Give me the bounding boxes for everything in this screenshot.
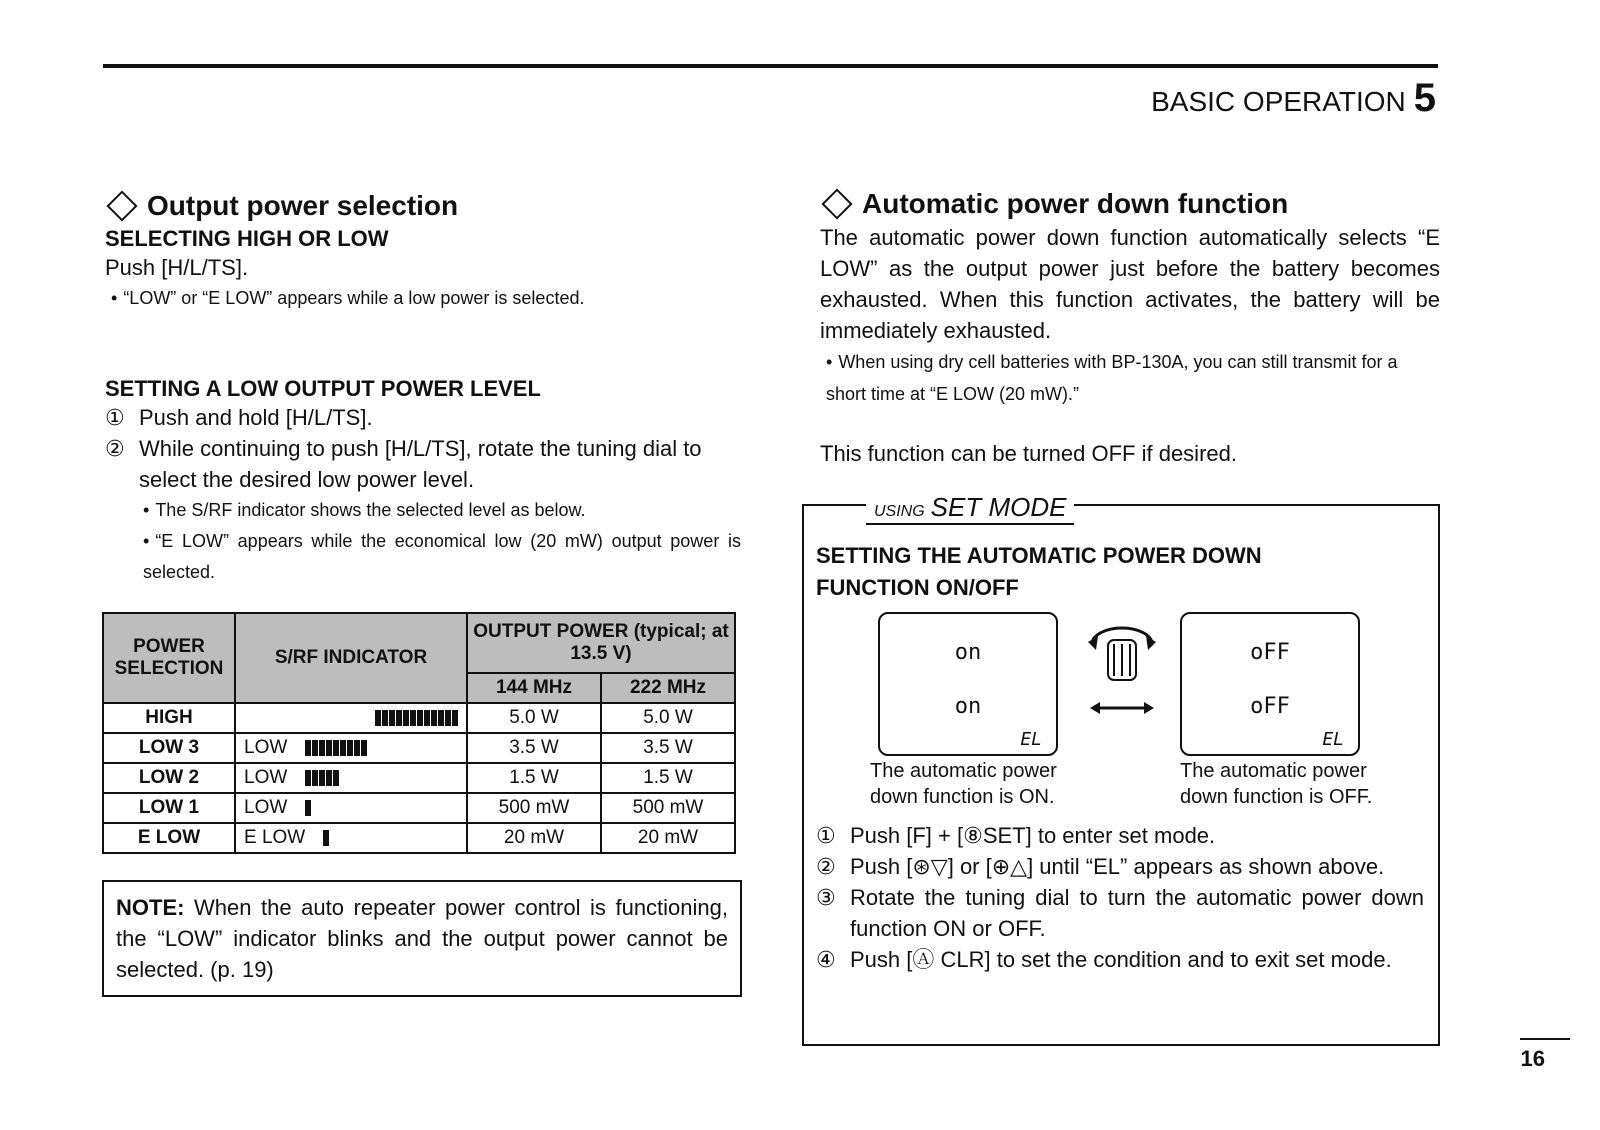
- indicator-cell: LOW: [235, 733, 467, 763]
- indicator-cell: LOW: [235, 793, 467, 823]
- signal-bar: [396, 710, 402, 726]
- value-144-cell: 500 mW: [467, 793, 601, 823]
- signal-bar: [424, 710, 430, 726]
- table-row: [103, 823, 735, 853]
- signal-bar: [305, 740, 311, 756]
- output-power-section: [105, 190, 745, 588]
- col-srf-indicator: S/RF INDICATOR: [235, 613, 467, 703]
- note-box: [102, 880, 742, 997]
- signal-bar: [375, 710, 381, 726]
- signal-bar: [305, 770, 311, 786]
- set-step-3: ③ Rotate the tuning dial to turn the automatic power down function ON or OFF.: [816, 885, 1424, 941]
- signal-bar: [333, 770, 339, 786]
- col-output-power: OUTPUT POWER (typical; at 13.5 V): [467, 613, 735, 673]
- indicator-cell: LOW: [235, 763, 467, 793]
- signal-bar: [319, 740, 325, 756]
- auto-power-paragraph: The automatic power down function automatically selects “E LOW” as the output power just before the battery becomes exhausted. When this function activates, the battery will be immediately exhausted.: [820, 225, 1440, 343]
- lcd-on: on on EL: [878, 612, 1058, 756]
- srf-bars: [305, 770, 339, 786]
- power-selection-cell: LOW 3: [103, 733, 235, 763]
- signal-bar: [312, 740, 318, 756]
- signal-bar: [323, 830, 329, 846]
- set-mode-steps: [816, 820, 1424, 975]
- signal-bar: [389, 710, 395, 726]
- power-table: [102, 612, 736, 854]
- turn-off-note: This function can be turned OFF if desired.: [820, 441, 1237, 466]
- signal-bar: [354, 740, 360, 756]
- power-selection-cell: LOW 2: [103, 763, 235, 793]
- col-144: 144 MHz: [467, 673, 601, 703]
- value-222-cell: 1.5 W: [601, 763, 735, 793]
- set-mode-label: USING SET MODE: [866, 492, 1074, 525]
- note-text: When the auto repeater power control is functioning, the “LOW” indicator blinks and the output power cannot be selected. (p. 19): [116, 895, 728, 982]
- signal-bar: [347, 740, 353, 756]
- srf-bars: [323, 830, 329, 846]
- set-step-1: ① Push [F] + [⑧SET] to enter set mode.: [816, 823, 1216, 848]
- caption-off: The automatic power down function is OFF.: [1180, 760, 1373, 808]
- value-222-cell: 3.5 W: [601, 733, 735, 763]
- caption-on: The automatic power down function is ON.: [870, 760, 1057, 808]
- page-number-rule: [1520, 1038, 1570, 1040]
- value-144-cell: 5.0 W: [467, 703, 601, 733]
- signal-bar: [361, 740, 367, 756]
- value-222-cell: 500 mW: [601, 793, 735, 823]
- low-level-heading: SETTING A LOW OUTPUT POWER LEVEL: [105, 376, 541, 401]
- lcd-off: oFF oFF EL: [1180, 612, 1360, 756]
- value-144-cell: 20 mW: [467, 823, 601, 853]
- top-rule: [103, 64, 1438, 68]
- srf-bars: [375, 710, 458, 726]
- push-instruction: Push [H/L/TS].: [105, 255, 249, 280]
- signal-bar: [431, 710, 437, 726]
- indicator-bullet: • The S/RF indicator shows the selected level as below.: [105, 495, 745, 526]
- signal-bar: [382, 710, 388, 726]
- note-label: NOTE:: [116, 895, 185, 920]
- srf-bars: [305, 740, 367, 756]
- power-selection-cell: LOW 1: [103, 793, 235, 823]
- signal-bar: [319, 770, 325, 786]
- step-2: ② While continuing to push [H/L/TS], rotate the tuning dial to select the desired low power level.: [105, 436, 702, 492]
- signal-bar: [452, 710, 458, 726]
- low-bullet: • “LOW” or “E LOW” appears while a low power is selected.: [105, 283, 745, 314]
- set-mode-title: SETTING THE AUTOMATIC POWER DOWN FUNCTION ON/OFF: [816, 543, 1262, 600]
- output-power-heading: Output power selection: [105, 190, 745, 222]
- dry-cell-bullet: • When using dry cell batteries with BP-130A, you can still transmit for a short time at “E LOW (20 mW).”: [820, 346, 1440, 410]
- value-222-cell: 20 mW: [601, 823, 735, 853]
- page-header: [1151, 76, 1436, 121]
- section-number: 5: [1413, 76, 1436, 120]
- signal-bar: [403, 710, 409, 726]
- signal-bar: [438, 710, 444, 726]
- signal-bar: [333, 740, 339, 756]
- signal-bar: [445, 710, 451, 726]
- signal-bar: [326, 770, 332, 786]
- diamond-icon: [106, 190, 137, 221]
- diamond-icon: [821, 188, 852, 219]
- srf-bars: [305, 800, 311, 816]
- signal-bar: [410, 710, 416, 726]
- value-222-cell: 5.0 W: [601, 703, 735, 733]
- table-row: [103, 733, 735, 763]
- step-1: ① Push and hold [H/L/TS].: [105, 405, 373, 430]
- table-row: [103, 763, 735, 793]
- page-number: 16: [1520, 1046, 1545, 1071]
- value-144-cell: 3.5 W: [467, 733, 601, 763]
- table-row: [103, 793, 735, 823]
- power-selection-cell: E LOW: [103, 823, 235, 853]
- signal-bar: [326, 740, 332, 756]
- col-power-selection: POWER SELECTION: [103, 613, 235, 703]
- indicator-cell: E LOW: [235, 823, 467, 853]
- signal-bar: [417, 710, 423, 726]
- col-222: 222 MHz: [601, 673, 735, 703]
- auto-power-down-section: [820, 188, 1440, 469]
- signal-bar: [340, 740, 346, 756]
- indicator-cell: [235, 703, 467, 733]
- signal-bar: [305, 800, 311, 816]
- dial-icon: [1082, 614, 1162, 724]
- value-144-cell: 1.5 W: [467, 763, 601, 793]
- table-row: [103, 703, 735, 733]
- header-title: BASIC OPERATION: [1151, 86, 1406, 117]
- signal-bar: [312, 770, 318, 786]
- power-selection-cell: HIGH: [103, 703, 235, 733]
- set-step-4: ④ Push [Ⓐ CLR] to set the condition and to exit set mode.: [816, 947, 1392, 972]
- select-high-low-heading: SELECTING HIGH OR LOW: [105, 226, 389, 251]
- auto-power-heading: Automatic power down function: [820, 188, 1440, 220]
- set-step-2: ② Push [⊛▽] or [⊕△] until “EL” appears as shown above.: [816, 854, 1385, 879]
- elow-bullet: • “E LOW” appears while the economical low (20 mW) output power is selected.: [105, 526, 745, 588]
